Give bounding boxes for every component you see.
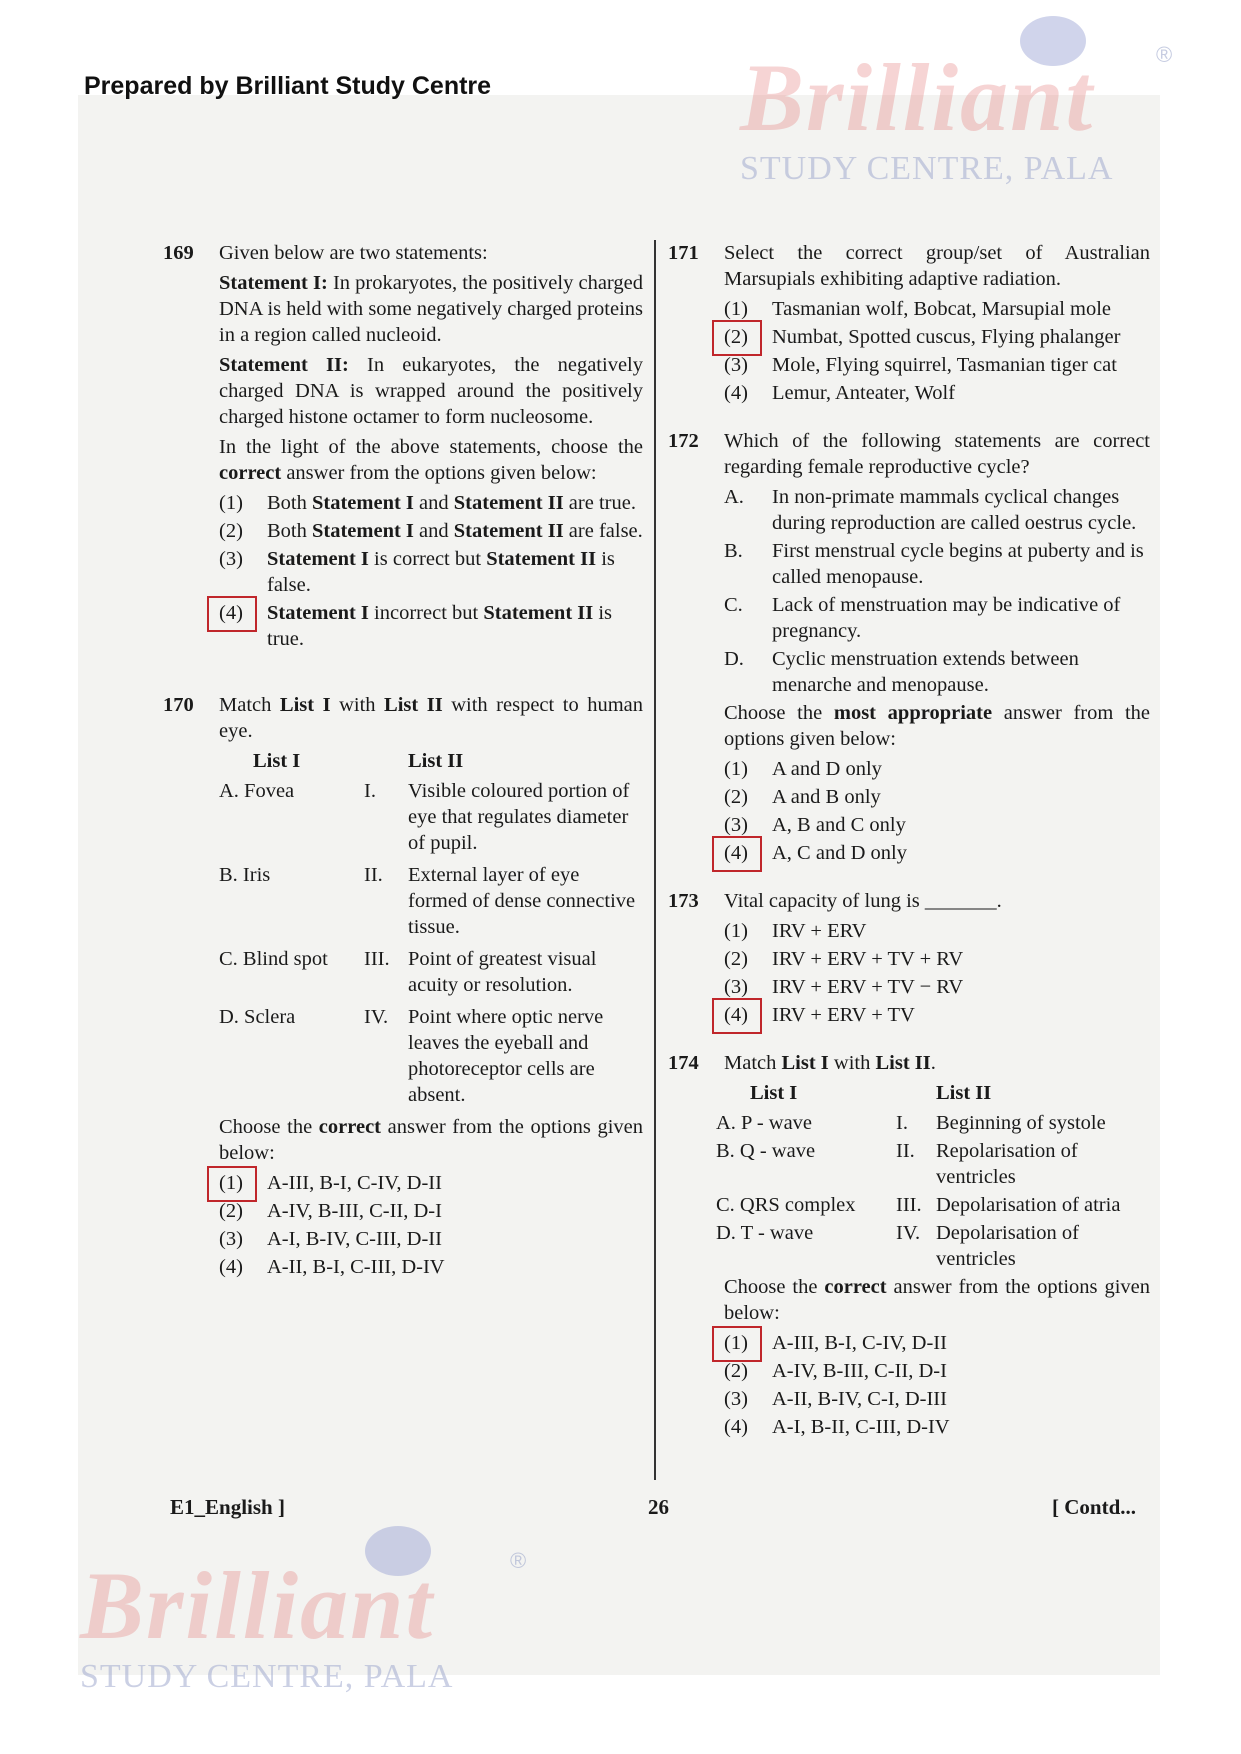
option-text: A-II, B-I, C-III, D-IV (267, 1256, 445, 1278)
option-2[interactable] (219, 518, 643, 544)
option-4[interactable] (724, 840, 1150, 866)
question-170 (163, 692, 643, 1280)
table-row: B. Iris II. External layer of eye formed of dense connective tissue. (219, 864, 636, 938)
option-number: (1) (724, 1332, 748, 1354)
statement-label: Statement I: (219, 272, 328, 294)
option-number: (2) (219, 520, 243, 542)
table-row: A. Fovea I. Visible coloured portion of eye that regulates diameter of pupil. (219, 780, 630, 854)
match-table (716, 1080, 1150, 1274)
option-text: A-I, B-IV, C-III, D-II (267, 1228, 442, 1250)
table-row: B. Q - wave II. Repolarisation of ventricles (716, 1140, 1078, 1188)
watermark-top (740, 42, 1173, 188)
option-1[interactable] (724, 1330, 1150, 1356)
option-3[interactable] (724, 974, 1150, 1000)
table-row: D. Sclera IV. Point where optic nerve leaves the eyeball and photoreceptor cells are absent. (219, 1006, 604, 1106)
answer-box (712, 320, 762, 356)
option-3[interactable] (724, 1386, 1150, 1412)
question-stem: Which of the following statements are correct regarding female reproductive cycle? (724, 430, 1150, 478)
option-3[interactable] (724, 812, 1150, 838)
left-column (163, 240, 643, 1302)
globe-icon (1020, 16, 1086, 66)
question-number: 171 (668, 242, 699, 264)
option-3[interactable] (219, 546, 643, 598)
question-stem: Match List I with List II with respect to human eye. (219, 694, 643, 742)
question-173 (668, 888, 1150, 1028)
option-text: A-I, B-II, C-III, D-IV (772, 1416, 950, 1438)
table-row: D. T - wave IV. Depolarisation of ventricles (716, 1222, 1079, 1270)
list-2-header: List II (936, 1082, 992, 1104)
footer-left: E1_English ] (170, 1495, 285, 1519)
option-number: (1) (219, 1172, 243, 1194)
option-text: A and D only (772, 758, 882, 780)
footer-right: [ Contd... (1052, 1495, 1137, 1519)
statement-d: D. Cyclic menstruation extends between menarche and menopause. (724, 648, 1079, 696)
option-text: A-IV, B-III, C-II, D-I (772, 1360, 947, 1382)
option-text: IRV + ERV (772, 920, 867, 942)
choose-instruction: Choose the correct answer from the options given below: (219, 1116, 643, 1164)
question-number: 173 (668, 890, 699, 912)
option-text: IRV + ERV + TV + RV (772, 948, 964, 970)
option-4[interactable] (724, 380, 1150, 406)
table-row: C. QRS complex III. Depolarisation of atria (716, 1194, 1121, 1216)
answer-box (712, 836, 762, 872)
question-169 (163, 240, 643, 652)
question-172 (668, 428, 1150, 866)
statement-c: C. Lack of menstruation may be indicative of pregnancy. (724, 594, 1121, 642)
page-header: Prepared by Brilliant Study Centre (84, 72, 492, 100)
statement-text: In eukaryotes, the negatively charged DNA is wrapped around the positively charged histone octamer to form nucleosome. (219, 354, 643, 428)
answer-box (712, 998, 762, 1034)
registered-mark: ® (510, 1548, 527, 1573)
table-row: A. P - wave I. Beginning of systole (716, 1112, 1106, 1134)
watermark-logo: Brilliant (740, 44, 1095, 151)
option-4[interactable] (219, 600, 643, 652)
right-column (668, 240, 1150, 1462)
option-number: (4) (724, 1416, 748, 1438)
answer-box (207, 596, 257, 632)
option-3[interactable] (724, 352, 1150, 378)
match-table (219, 748, 643, 1114)
question-174 (668, 1050, 1150, 1440)
statement-b: B. First menstrual cycle begins at puberty and is called menopause. (724, 540, 1144, 588)
option-text: A, C and D only (772, 842, 907, 864)
statement-1 (219, 270, 643, 348)
option-number: (3) (724, 1388, 748, 1410)
option-text: Mole, Flying squirrel, Tasmanian tiger cat (772, 354, 1117, 376)
option-2[interactable] (219, 1198, 643, 1224)
option-3[interactable] (219, 1226, 643, 1252)
option-1[interactable] (219, 1170, 643, 1196)
option-1[interactable] (724, 918, 1150, 944)
option-number: (2) (724, 786, 748, 808)
option-number: (1) (724, 920, 748, 942)
option-2[interactable] (724, 1358, 1150, 1384)
table-row: C. Blind spot III. Point of greatest visual acuity or resolution. (219, 948, 597, 996)
statement-text: In prokaryotes, the positively charged DNA is held with some negatively charged proteins in a region called nucleoid. (219, 272, 643, 346)
option-2[interactable] (724, 784, 1150, 810)
list-1-header: List I (253, 750, 301, 772)
option-1[interactable] (219, 490, 643, 516)
option-2[interactable] (724, 324, 1150, 350)
option-number: (1) (724, 758, 748, 780)
option-1[interactable] (724, 296, 1150, 322)
list-2-header: List II (408, 750, 464, 772)
answer-box (712, 1326, 762, 1362)
watermark-bottom (80, 1548, 527, 1696)
choose-instruction: In the light of the above statements, choose the correct answer from the options given below: (219, 436, 643, 484)
option-number: (3) (724, 814, 748, 836)
option-text: IRV + ERV + TV − RV (772, 976, 964, 998)
option-number: (4) (219, 602, 243, 624)
page-number: 26 (648, 1495, 669, 1519)
watermark-logo: Brilliant (80, 1552, 435, 1659)
option-2[interactable] (724, 946, 1150, 972)
answer-box (207, 1166, 257, 1202)
watermark-subtitle: STUDY CENTRE, PALA (740, 150, 1114, 187)
option-number: (4) (219, 1256, 243, 1278)
globe-icon (365, 1526, 431, 1576)
option-text: Statement I is correct but Statement II is false. (267, 548, 615, 596)
option-number: (4) (724, 842, 748, 864)
option-text: A and B only (772, 786, 881, 808)
option-text: Numbat, Spotted cuscus, Flying phalanger (772, 326, 1121, 348)
statement-a: A. In non-primate mammals cyclical changes during reproduction are called oestrus cycle. (724, 486, 1137, 534)
registered-mark: ® (1156, 42, 1173, 67)
option-number: (3) (219, 548, 243, 570)
question-stem: Select the correct group/set of Australian Marsupials exhibiting adaptive radiation. (724, 242, 1150, 290)
option-number: (3) (219, 1228, 243, 1250)
option-text: IRV + ERV + TV (772, 1004, 915, 1026)
option-number: (2) (724, 948, 748, 970)
option-text: A-IV, B-III, C-II, D-I (267, 1200, 442, 1222)
option-number: (1) (219, 492, 243, 514)
option-number: (3) (724, 976, 748, 998)
question-number: 174 (668, 1052, 699, 1074)
choose-instruction: Choose the most appropriate answer from the options given below: (724, 702, 1151, 750)
question-stem: Match List I with List II. (724, 1052, 936, 1074)
option-text: Statement I incorrect but Statement II is true. (267, 602, 613, 650)
option-number: (4) (724, 382, 748, 404)
option-number: (1) (724, 298, 748, 320)
question-stem: Vital capacity of lung is _______. (724, 890, 1002, 912)
option-1[interactable] (724, 756, 1150, 782)
option-text: Tasmanian wolf, Bobcat, Marsupial mole (772, 298, 1112, 320)
column-divider (654, 240, 656, 1480)
question-number: 169 (163, 242, 194, 264)
option-text: A-III, B-I, C-IV, D-II (772, 1332, 947, 1354)
option-number: (3) (724, 354, 748, 376)
list-1-header: List I (750, 1082, 798, 1104)
statement-label: Statement II: (219, 354, 349, 376)
statement-2 (219, 352, 643, 430)
option-text: A-II, B-IV, C-I, D-III (772, 1388, 947, 1410)
option-4[interactable] (724, 1002, 1150, 1028)
option-4[interactable] (724, 1414, 1150, 1440)
question-number: 170 (163, 694, 194, 716)
question-intro: Given below are two statements: (219, 242, 488, 264)
option-text: Both Statement I and Statement II are false. (267, 520, 643, 542)
option-number: (2) (219, 1200, 243, 1222)
question-171 (668, 240, 1150, 406)
option-4[interactable] (219, 1254, 643, 1280)
question-number: 172 (668, 430, 699, 452)
option-text: A-III, B-I, C-IV, D-II (267, 1172, 442, 1194)
option-number: (2) (724, 326, 748, 348)
watermark-subtitle: STUDY CENTRE, PALA (80, 1658, 454, 1695)
option-text: Both Statement I and Statement II are true. (267, 492, 636, 514)
option-number: (4) (724, 1004, 748, 1026)
option-text: A, B and C only (772, 814, 906, 836)
option-text: Lemur, Anteater, Wolf (772, 382, 956, 404)
choose-instruction: Choose the correct answer from the options given below: (724, 1276, 1150, 1324)
option-number: (2) (724, 1360, 748, 1382)
